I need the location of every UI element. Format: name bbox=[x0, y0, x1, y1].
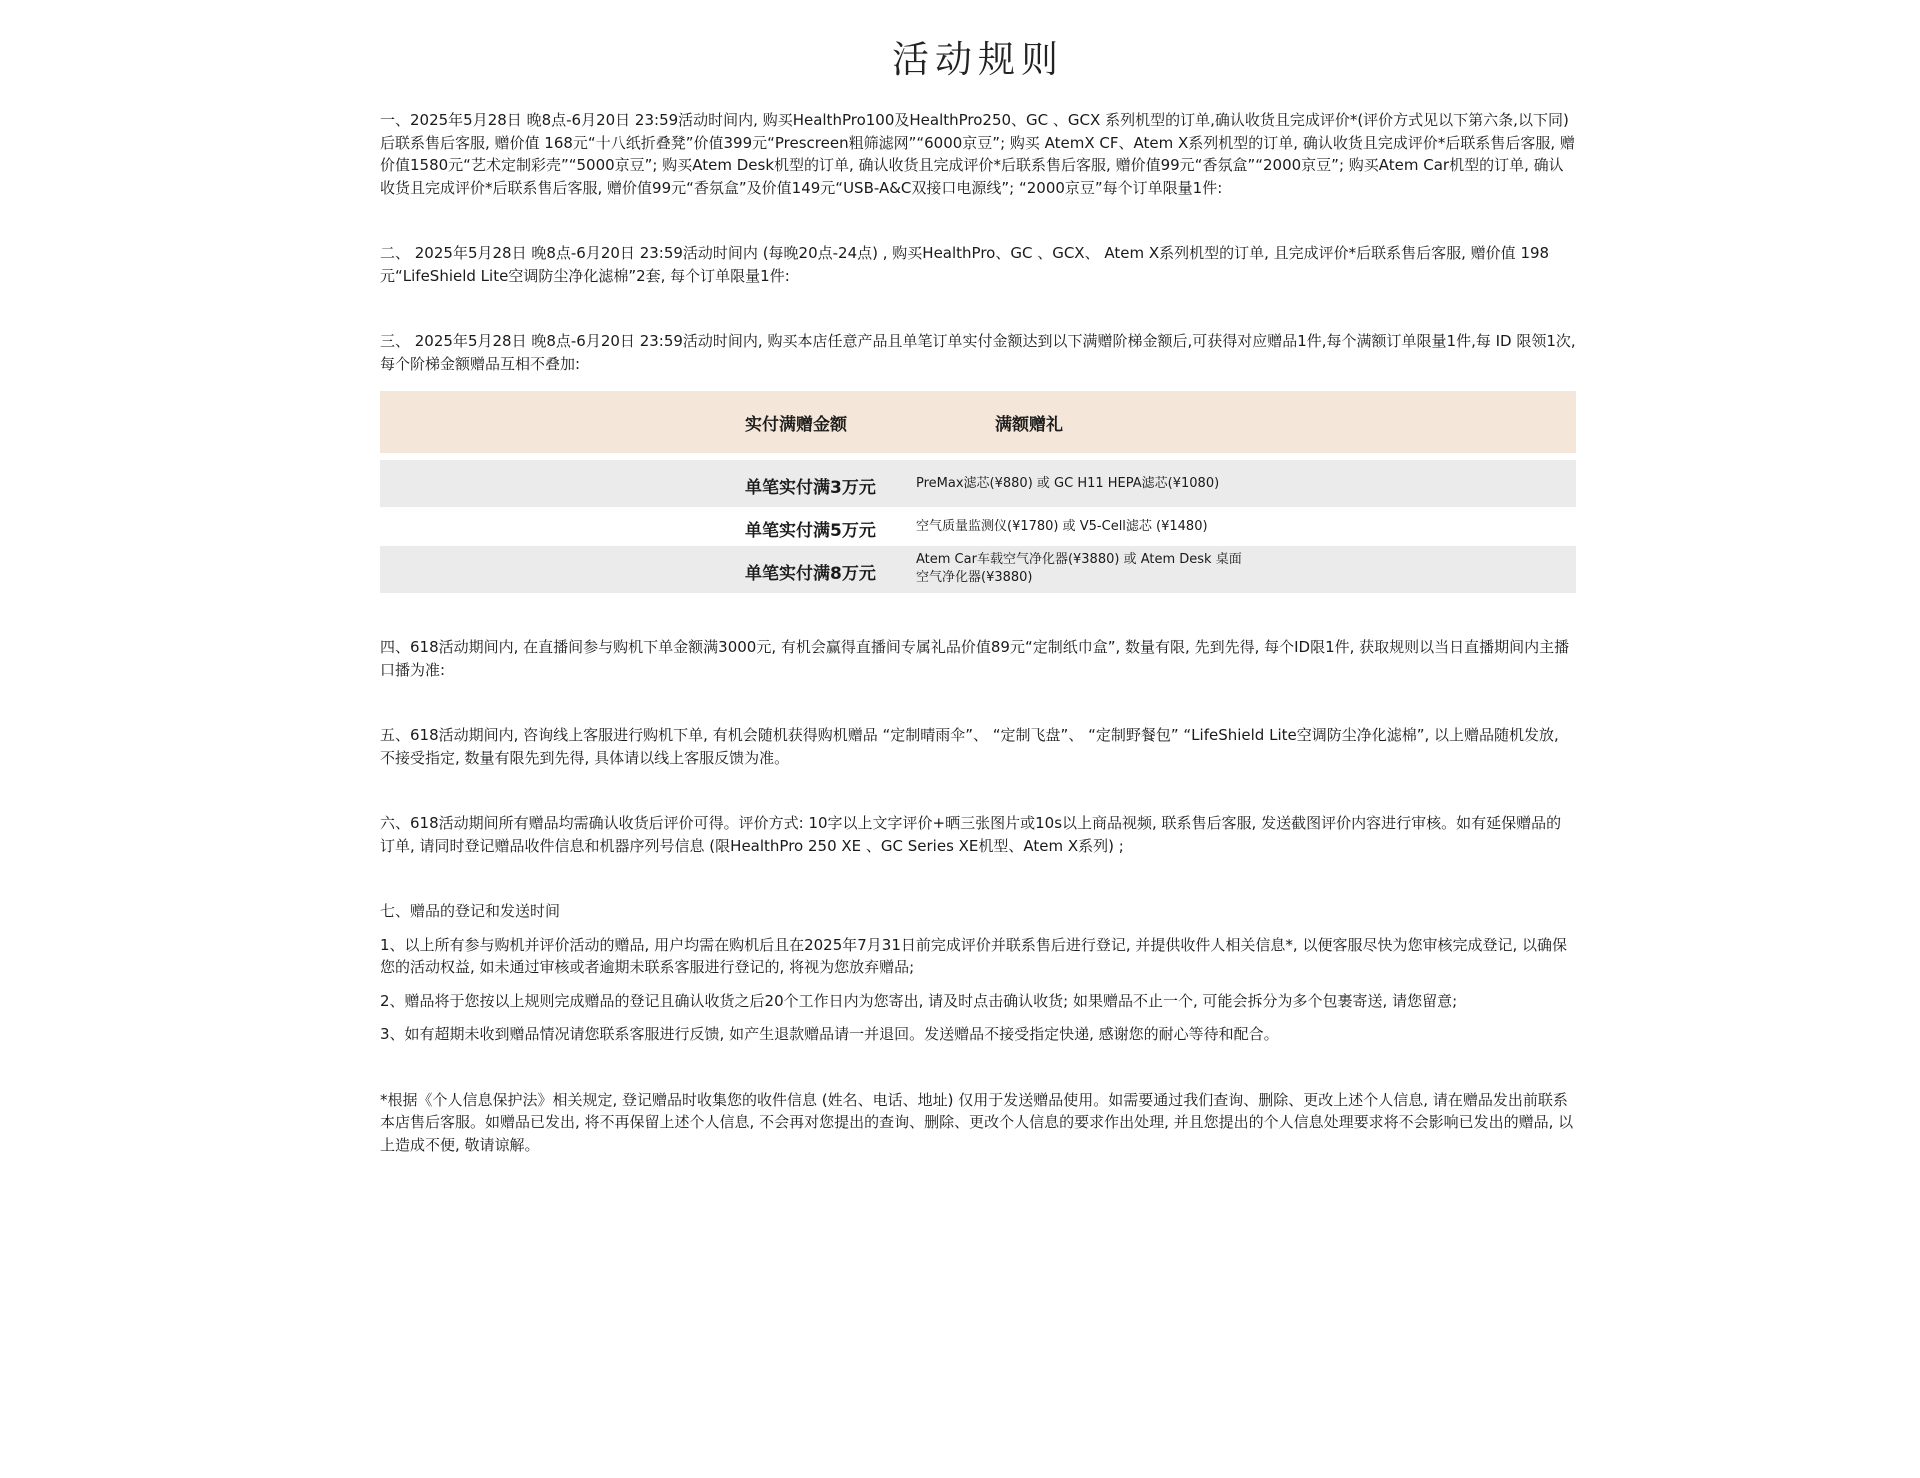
rule-7-item-1: 1、以上所有参与购机并评价活动的赠品, 用户均需在购机后且在2025年7月31日前完成评价并联系售后进行登记, 并提供收件人相关信息*, 以便客服尽快为您审核完成登记, 以确保您的活动权益, 如未通过审核或者逾期未联系客服进行登记的, 将视为您放弃赠品; bbox=[380, 935, 1567, 976]
rule-6: 六、618活动期间所有赠品均需确认收货后评价可得。评价方式: 10字以上文字评价+晒三张图片或10s以上商品视频, 联系售后客服, 发送截图评价内容进行审核。如有延保赠品的订单, 请同时登记赠品收件信息和机器序列号信息 (限HealthPro 250 XE 、GC Series XE机型、Atem X系列) ; bbox=[380, 814, 1562, 855]
tier-amount: 单笔实付满5万元 bbox=[745, 521, 876, 541]
table-row bbox=[380, 509, 1576, 543]
header-amount: 实付满赠金额 bbox=[745, 415, 847, 435]
rule-7-title: 七、赠品的登记和发送时间 bbox=[380, 902, 561, 920]
table-row bbox=[380, 460, 1576, 507]
table-header bbox=[380, 391, 1576, 453]
rule-3: 三、 2025年5月28日 晚8点-6月20日 23:59活动时间内, 购买本店任意产品且单笔订单实付金额达到以下满赠阶梯金额后,可获得对应赠品1件,每个满额订单限量1件,每 ID 限领1次, 每个阶梯金额赠品互相不叠加: bbox=[380, 332, 1576, 373]
table-row bbox=[380, 546, 1576, 593]
page-title: 活动规则 bbox=[892, 38, 1064, 81]
gift-tier-table bbox=[380, 391, 1576, 593]
tier-amount: 单笔实付满3万元 bbox=[745, 478, 876, 498]
tier-amount: 单笔实付满8万元 bbox=[745, 564, 876, 584]
rule-4: 四、618活动期间内, 在直播间参与购机下单金额满3000元, 有机会赢得直播间专属礼品价值89元“定制纸巾盒”, 数量有限, 先到先得, 每个ID限1件, 获取规则以当日直播期间内主播口播为准: bbox=[380, 638, 1570, 679]
rule-7-item-2: 2、赠品将于您按以上规则完成赠品的登记且确认收货之后20个工作日内为您寄出, 请及时点击确认收货; 如果赠品不止一个, 可能会拆分为多个包裹寄送, 请您留意; bbox=[380, 991, 1458, 1010]
privacy-notice: *根据《个人信息保护法》相关规定, 登记赠品时收集您的收件信息 (姓名、电话、地址) 仅用于发送赠品使用。如需要通过我们查询、删除、更改上述个人信息, 请在赠品发出前联系本店售后客服。如赠品已发出, 将不再保留上述个人信息, 不会再对您提出的查询、删除、更改个人信息的要求作出处理, 并且您提出的个人信息处理要求将不会影响已发出的赠品, 以上造成不便, 敬请谅解。 bbox=[380, 1090, 1574, 1154]
rule-5: 五、618活动期间内, 咨询线上客服进行购机下单, 有机会随机获得购机赠品 “定制晴雨伞”、 “定制飞盘”、 “定制野餐包” “LifeShield Lite空调防尘净化滤棉”, 以上赠品随机发放, 不接受指定, 数量有限先到先得, 具体请以线上客服反馈为准。 bbox=[380, 726, 1559, 767]
rules-page bbox=[380, 0, 1576, 1156]
tier-gift: 空气质量监测仪(¥1780) 或 V5-Cell滤芯 (¥1480) bbox=[916, 519, 1208, 534]
tier-gift: Atem Car车载空气净化器(¥3880) 或 Atem Desk 桌面空气净化器(¥3880) bbox=[916, 552, 1242, 585]
rule-1: 一、2025年5月28日 晚8点-6月20日 23:59活动时间内, 购买HealthPro100及HealthPro250、GC 、GCX 系列机型的订单,确认收货且完成评价*(评价方式见以下第六条,以下同)后联系售后客服, 赠价值 168元“十八纸折叠凳”价值399元“Prescreen粗筛滤网”“6000京豆”; 购买 AtemX CF、Atem X系列机型的订单, 确认收货且完成评价*后联系售后客服, 赠价值1580元“艺术定制彩壳”“5000京豆”; 购买Atem Desk机型的订单, 确认收货且完成评价*后联系售后客服, 赠价值99元“香氛盒”“2000京豆”; 购买Atem Car机型的订单, 确认收货且完成评价*后联系售后客服, 赠价值99元“香氛盒”及价值149元“USB-A&C双接口电源线”; “2000京豆”每个订单限量1件: bbox=[380, 111, 1575, 197]
header-gift: 满额赠礼 bbox=[995, 415, 1063, 435]
tier-gift: PreMax滤芯(¥880) 或 GC H11 HEPA滤芯(¥1080) bbox=[916, 476, 1220, 491]
rule-7-item-3: 3、如有超期未收到赠品情况请您联系客服进行反馈, 如产生退款赠品请一并退回。发送赠品不接受指定快递, 感谢您的耐心等待和配合。 bbox=[380, 1025, 1279, 1043]
rule-2: 二、 2025年5月28日 晚8点-6月20日 23:59活动时间内 (每晚20点-24点) , 购买HealthPro、GC 、GCX、 Atem X系列机型的订单, 且完成评价*后联系售后客服, 赠价值 198元“LifeShield Lite空调防尘净化滤棉”2套, 每个订单限量1件: bbox=[380, 244, 1550, 285]
